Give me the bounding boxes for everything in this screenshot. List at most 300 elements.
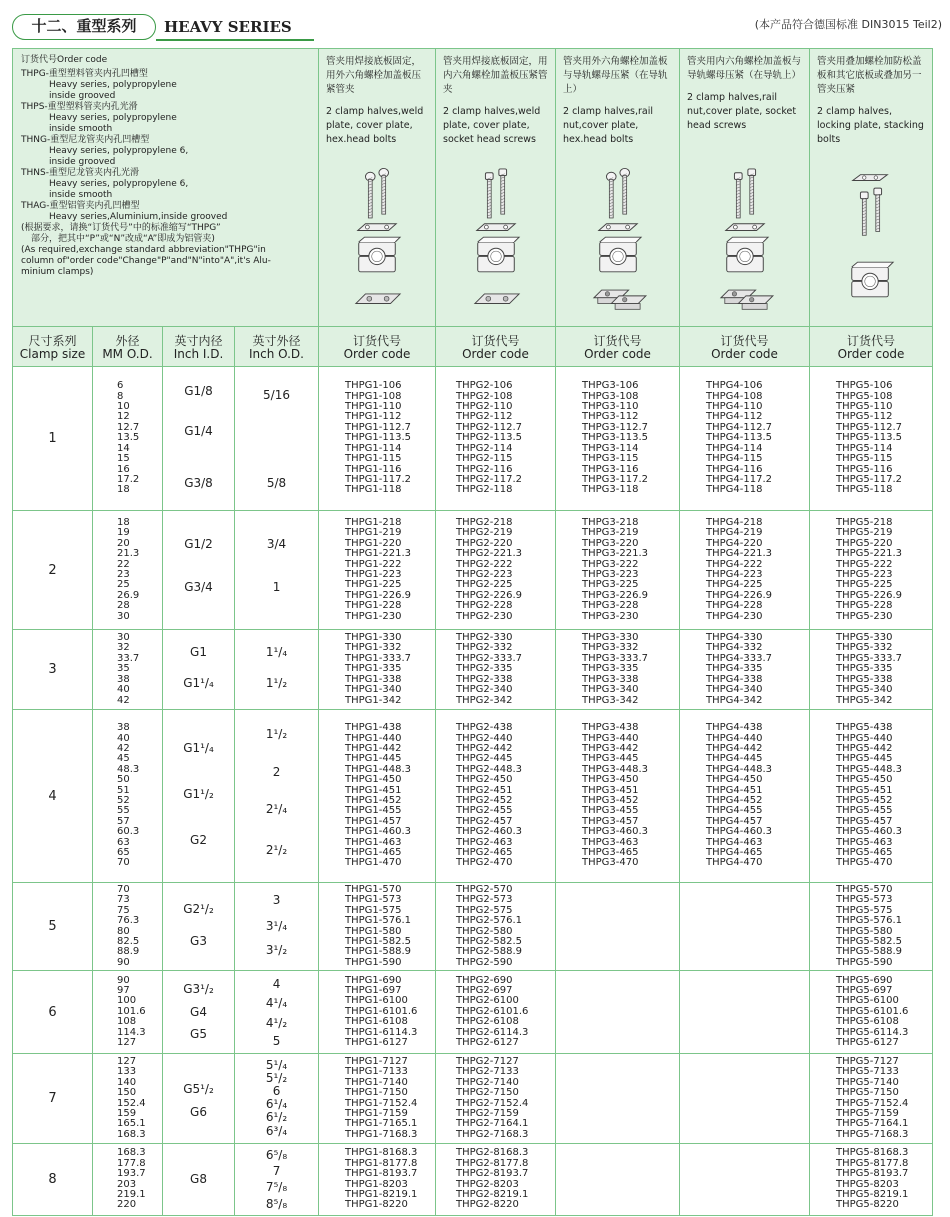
clamp-type-1 — [319, 49, 436, 327]
order-code: THPG2-8219.1 — [456, 1188, 529, 1200]
order-code: THPG4-225 — [706, 579, 763, 591]
inch-id-list — [163, 710, 235, 883]
od-value: 101.6 — [117, 1005, 146, 1017]
order-code-list — [810, 511, 933, 630]
order-code: THPG4-112 — [706, 411, 763, 423]
order-code: THPG1-6127 — [345, 1037, 408, 1049]
order-code: THPG2-690 — [456, 974, 513, 986]
order-code-list — [810, 710, 933, 883]
order-code: THPG3-335 — [582, 663, 639, 675]
order-code: THPG2-114 — [456, 442, 513, 454]
od-value: 177.8 — [117, 1157, 146, 1169]
clamp-size-row — [13, 710, 933, 883]
order-code: THPG1-230 — [345, 610, 402, 622]
col-order-code-zh: 订货代号 — [593, 334, 642, 348]
order-code: THPG5-8203 — [836, 1178, 899, 1190]
order-code: THPG5-6127 — [836, 1037, 899, 1049]
order-code: THPG5-440 — [836, 732, 893, 744]
order-code: THPG1-697 — [345, 984, 402, 996]
order-code: THPG5-580 — [836, 925, 893, 937]
clamp-size-row — [13, 511, 933, 630]
order-code: THPG2-117.2 — [456, 473, 523, 485]
order-code-list — [810, 1144, 933, 1216]
order-code: THPG4-448.3 — [706, 763, 773, 775]
col-clamp-size-en: Clamp size — [19, 347, 86, 361]
inch-od-value: 8⁵/₈ — [265, 1197, 288, 1211]
order-code: THPG3-114 — [582, 442, 639, 454]
order-code: THPG2-230 — [456, 610, 513, 622]
clamp-size: 3 — [13, 630, 93, 710]
order-code: THPG5-218 — [836, 516, 893, 528]
order-code: THPG5-470 — [836, 857, 893, 869]
order-code: THPG5-115 — [836, 453, 893, 465]
od-value: 70 — [117, 883, 130, 895]
clamp-size-row — [13, 630, 933, 710]
order-code: THPG1-448.3 — [345, 763, 412, 775]
inch-id-list — [163, 971, 235, 1054]
legend-line: column of"order code"Change"P"and"N"into"A",it's Alu- — [21, 256, 271, 266]
order-code: THPG5-573 — [836, 894, 893, 906]
od-value: 30 — [117, 632, 130, 644]
od-value: 76.3 — [117, 915, 140, 927]
order-code: THPG3-226.9 — [582, 589, 649, 601]
inch-od-value: 4¹/₄ — [265, 996, 288, 1010]
order-code: THPG4-452 — [706, 795, 763, 806]
order-code: THPG2-452 — [456, 795, 513, 806]
order-code: THPG5-340 — [836, 684, 893, 696]
order-code-list — [436, 883, 556, 971]
od-value: 30 — [117, 610, 130, 622]
col-order-code-en: Order code — [711, 347, 778, 361]
order-code: THPG2-7168.3 — [456, 1128, 529, 1140]
od-value: 20 — [117, 537, 130, 549]
od-value: 70 — [117, 857, 130, 869]
order-code: THPG3-470 — [582, 857, 639, 869]
order-code-list — [556, 630, 680, 710]
order-code: THPG2-112.7 — [456, 421, 523, 433]
inch-od-list — [235, 1054, 319, 1144]
od-value: 42 — [117, 742, 130, 754]
order-code: THPG2-590 — [456, 956, 513, 968]
order-code: THPG1-575 — [345, 904, 402, 916]
order-code: THPG2-6127 — [456, 1037, 519, 1049]
order-code-list — [680, 367, 810, 511]
clamp-type-2 — [436, 49, 556, 327]
col-inch-od-en: Inch O.D. — [249, 347, 304, 361]
order-code: THPG4-118 — [706, 484, 763, 496]
order-code: THPG1-219 — [345, 527, 402, 539]
order-code: THPG4-465 — [706, 847, 763, 859]
order-code: THPG1-450 — [345, 774, 402, 786]
od-value: 22 — [117, 558, 130, 570]
od-value: 18 — [117, 484, 130, 496]
order-code: THPG4-463 — [706, 836, 763, 848]
clamp-size: 6 — [13, 971, 93, 1054]
order-code: THPG1-455 — [345, 805, 402, 817]
order-code: THPG4-218 — [706, 516, 763, 528]
order-code: THPG1-110 — [345, 401, 402, 413]
order-code: THPG5-438 — [836, 722, 893, 734]
order-code: THPG3-452 — [582, 795, 639, 806]
order-code: THPG2-575 — [456, 904, 513, 916]
order-code: THPG2-450 — [456, 774, 513, 786]
inch-id-list — [163, 511, 235, 630]
od-value: 45 — [117, 753, 130, 765]
order-code: THPG1-573 — [345, 894, 402, 906]
inch-id-value: G6 — [190, 1105, 207, 1119]
order-code: THPG1-108 — [345, 390, 402, 402]
order-code: THPG3-455 — [582, 805, 639, 817]
order-code: THPG3-465 — [582, 847, 639, 859]
order-code: THPG5-7150 — [836, 1087, 899, 1099]
clamp-size: 1 — [13, 367, 93, 511]
od-value: 19 — [117, 527, 130, 539]
order-code: THPG3-448.3 — [582, 763, 649, 775]
order-code: THPG1-225 — [345, 579, 402, 591]
order-code: THPG4-223 — [706, 569, 763, 580]
clamp-type-3 — [556, 49, 680, 327]
order-code: THPG5-8168.3 — [836, 1147, 909, 1159]
col-order-code-en: Order code — [343, 347, 411, 361]
order-code: THPG5-588.9 — [836, 946, 903, 958]
order-code: THPG3-450 — [582, 774, 639, 786]
order-code: THPG4-110 — [706, 401, 763, 413]
od-value: 133 — [117, 1066, 137, 1078]
order-code: THPG3-223 — [582, 569, 639, 580]
clamp-size-row — [13, 1054, 933, 1144]
order-code: THPG1-226.9 — [345, 589, 412, 601]
inch-id-value: G2¹/₂ — [183, 902, 214, 916]
order-code: THPG4-222 — [706, 558, 763, 570]
order-code: THPG5-697 — [836, 984, 893, 996]
od-value: 60.3 — [117, 826, 140, 838]
order-code: THPG1-7159 — [345, 1107, 408, 1119]
order-code: THPG5-114 — [836, 442, 893, 454]
legend-line: (As required,exchange standard abbreviation"THPG"in — [21, 245, 266, 255]
col-order-code-en: Order code — [462, 347, 529, 361]
order-code: THPG1-690 — [345, 974, 402, 986]
inch-id-value: G1¹/₄ — [183, 676, 214, 690]
order-code: THPG5-582.5 — [836, 935, 903, 947]
order-code: THPG2-222 — [456, 558, 513, 570]
clamp-type-desc-zh: 管夹用外六角螺栓加盖板与导轨螺母压紧（在导轨上） — [563, 56, 668, 95]
order-code: THPG5-106 — [836, 380, 893, 392]
section-title-en: HEAVY SERIES — [164, 18, 292, 36]
od-value: 73 — [117, 894, 130, 906]
title-underline — [156, 39, 314, 41]
order-code-list — [436, 511, 556, 630]
order-code: THPG2-220 — [456, 537, 513, 549]
order-code: THPG5-7168.3 — [836, 1128, 909, 1140]
inch-od-value: 3/4 — [266, 537, 287, 551]
order-code: THPG1-220 — [345, 537, 402, 549]
inch-id-list — [163, 367, 235, 511]
order-code: THPG2-7164.1 — [456, 1118, 529, 1130]
clamp-type-5 — [810, 49, 933, 327]
order-code: THPG2-6101.6 — [456, 1005, 529, 1017]
inch-od-value: 6 — [272, 1084, 281, 1098]
order-code: THPG5-330 — [836, 632, 893, 644]
order-code: THPG1-6114.3 — [345, 1026, 418, 1038]
order-code: THPG4-116 — [706, 463, 763, 475]
clamp-size-row — [13, 367, 933, 511]
clamp-assembly-icon — [556, 167, 679, 317]
order-code-list — [680, 511, 810, 630]
order-code-list — [556, 1144, 680, 1216]
inch-od-value: 5 — [272, 1034, 281, 1048]
order-code: THPG5-445 — [836, 753, 893, 765]
od-value: 114.3 — [117, 1026, 146, 1038]
column-header-row — [13, 327, 933, 367]
order-code-list — [319, 710, 436, 883]
order-code: THPG4-438 — [706, 722, 763, 734]
od-value: 220 — [117, 1199, 137, 1211]
order-code: THPG1-582.5 — [345, 935, 412, 947]
order-code: THPG3-218 — [582, 516, 639, 528]
od-value: 165.1 — [117, 1118, 146, 1130]
od-value: 32 — [117, 642, 130, 654]
order-code: THPG1-442 — [345, 742, 402, 754]
order-code: THPG2-7152.4 — [456, 1097, 529, 1109]
order-code: THPG5-116 — [836, 463, 893, 475]
inch-id-value: G5¹/₂ — [183, 1082, 214, 1096]
legend-line: THPS-重型塑料管夹内孔光滑 — [21, 102, 138, 112]
inch-od-value: 7 — [272, 1164, 281, 1178]
order-code: THPG2-7133 — [456, 1066, 519, 1078]
order-code: THPG1-440 — [345, 732, 402, 744]
order-code: THPG3-451 — [582, 784, 639, 796]
inch-od-value: 5¹/₂ — [265, 1071, 288, 1085]
order-code: THPG5-7140 — [836, 1076, 899, 1088]
od-value: 14 — [117, 442, 130, 454]
inch-od-list — [235, 630, 319, 710]
order-code: THPG1-7168.3 — [345, 1128, 418, 1140]
order-code: THPG1-460.3 — [345, 826, 412, 838]
order-code: THPG4-450 — [706, 774, 763, 786]
legend-line: Heavy series, polypropylene 6, — [49, 179, 189, 189]
clamp-assembly-icon — [810, 167, 932, 317]
order-code: THPG2-570 — [456, 883, 513, 895]
order-code-list — [319, 883, 436, 971]
legend-line: inside grooved — [49, 157, 116, 167]
order-code: THPG4-114 — [706, 442, 763, 454]
od-value: 42 — [117, 694, 130, 706]
order-code: THPG1-115 — [345, 453, 402, 465]
order-code: THPG4-230 — [706, 610, 763, 622]
od-value: 51 — [117, 784, 130, 796]
order-code: THPG1-7127 — [345, 1055, 408, 1067]
order-code: THPG3-115 — [582, 453, 639, 465]
order-code: THPG5-221.3 — [836, 548, 903, 560]
od-value: 219.1 — [117, 1188, 146, 1200]
inch-id-value: G1/2 — [184, 537, 213, 551]
order-code: THPG2-218 — [456, 516, 513, 528]
od-value: 97 — [117, 984, 130, 996]
od-value: 38 — [117, 722, 130, 734]
inch-id-value: G4 — [190, 1005, 207, 1019]
inch-od-list — [235, 511, 319, 630]
col-clamp-size — [13, 327, 93, 367]
order-code: THPG2-228 — [456, 600, 513, 612]
order-code-list — [680, 971, 810, 1054]
order-code: THPG4-332 — [706, 642, 763, 654]
order-code: THPG5-226.9 — [836, 589, 903, 601]
order-code: THPG2-573 — [456, 894, 513, 906]
order-code-list — [319, 1054, 436, 1144]
order-code: THPG4-113.5 — [706, 432, 773, 444]
order-code: THPG5-7133 — [836, 1066, 899, 1078]
od-value: 150 — [117, 1087, 137, 1099]
order-code: THPG5-455 — [836, 805, 893, 817]
legend-line: inside smooth — [49, 124, 113, 134]
order-code: THPG5-112.7 — [836, 421, 903, 433]
col-order-code-zh: 订货代号 — [471, 334, 520, 348]
inch-od-value: 5¹/₄ — [265, 1058, 288, 1072]
od-value: 57 — [117, 815, 130, 827]
col-order-code-1 — [319, 327, 436, 367]
order-code: THPG4-219 — [706, 527, 763, 539]
order-code: THPG5-220 — [836, 537, 893, 549]
order-code: THPG2-470 — [456, 857, 513, 869]
inch-od-value: 3 — [272, 893, 281, 907]
order-code-list — [556, 367, 680, 511]
order-code: THPG5-108 — [836, 390, 893, 402]
order-code: THPG1-588.9 — [345, 946, 412, 958]
inch-od-value: 6¹/₂ — [265, 1110, 288, 1124]
inch-od-value: 3¹/₂ — [265, 943, 288, 957]
order-code: THPG3-110 — [582, 401, 639, 413]
order-code: THPG5-7159 — [836, 1107, 899, 1119]
order-code-list — [680, 630, 810, 710]
legend-line: Heavy series,Aluminium,inside grooved — [49, 212, 228, 222]
order-code: THPG2-438 — [456, 722, 513, 734]
od-value: 82.5 — [117, 935, 140, 947]
order-code-list — [436, 367, 556, 511]
order-code: THPG5-6108 — [836, 1016, 899, 1028]
od-list — [93, 1054, 163, 1144]
clamp-type-desc-zh: 管夹用焊接底板固定，用内六角螺栓加盖板压紧管夹 — [443, 56, 548, 95]
od-value: 18 — [117, 516, 130, 528]
order-code: THPG3-219 — [582, 527, 639, 539]
order-code: THPG5-7152.4 — [836, 1097, 909, 1109]
order-code: THPG4-455 — [706, 805, 763, 817]
od-value: 55 — [117, 805, 130, 817]
order-code: THPG2-342 — [456, 694, 513, 706]
order-code: THPG1-576.1 — [345, 915, 412, 927]
order-code: THPG1-7140 — [345, 1076, 408, 1088]
order-code: THPG3-442 — [582, 742, 639, 754]
order-code: THPG5-230 — [836, 610, 893, 622]
od-value: 40 — [117, 732, 130, 744]
order-code: THPG5-8193.7 — [836, 1168, 909, 1180]
od-value: 26.9 — [117, 589, 140, 601]
order-code: THPG2-6114.3 — [456, 1026, 529, 1038]
od-value: 140 — [117, 1076, 137, 1088]
order-code-list — [810, 971, 933, 1054]
od-value: 15 — [117, 453, 130, 465]
order-code-list — [436, 710, 556, 883]
order-code: THPG5-690 — [836, 974, 893, 986]
od-value: 23 — [117, 569, 130, 580]
order-code: THPG1-106 — [345, 380, 402, 392]
inch-id-value: G1 — [190, 645, 207, 659]
order-code-list — [319, 511, 436, 630]
col-order-code-2 — [436, 327, 556, 367]
order-code: THPG2-8168.3 — [456, 1147, 529, 1159]
inch-id-list — [163, 1054, 235, 1144]
od-value: 6 — [117, 380, 124, 392]
order-code-list — [680, 1144, 810, 1216]
order-code: THPG3-113.5 — [582, 432, 649, 444]
od-value: 127 — [117, 1037, 137, 1049]
order-code: THPG2-455 — [456, 805, 513, 817]
od-value: 90 — [117, 974, 130, 986]
col-inch-od-zh: 英寸外径 — [252, 334, 301, 348]
order-code: THPG2-110 — [456, 401, 513, 413]
order-code: THPG5-6114.3 — [836, 1026, 909, 1038]
od-value: 25 — [117, 579, 130, 591]
order-code: THPG2-330 — [456, 632, 513, 644]
order-code: THPG1-7150 — [345, 1087, 408, 1099]
order-code: THPG2-7159 — [456, 1107, 519, 1119]
order-code: THPG1-580 — [345, 925, 402, 937]
order-code: THPG5-457 — [836, 815, 893, 827]
inch-id-value: G8 — [190, 1172, 207, 1186]
od-value: 65 — [117, 847, 130, 859]
order-code: THPG3-225 — [582, 579, 639, 591]
col-order-code-zh: 订货代号 — [720, 334, 769, 348]
inch-od-value: 2 — [272, 765, 281, 779]
order-code: THPG3-112.7 — [582, 421, 649, 433]
order-code: THPG1-338 — [345, 673, 402, 685]
order-code: THPG2-448.3 — [456, 763, 523, 775]
order-code: THPG3-220 — [582, 537, 639, 549]
inch-od-list — [235, 1144, 319, 1216]
od-list — [93, 511, 163, 630]
od-value: 28 — [117, 600, 130, 612]
legend-line: Heavy series, polypropylene 6, — [49, 146, 189, 156]
order-code: THPG2-457 — [456, 815, 513, 827]
order-code: THPG4-228 — [706, 600, 763, 612]
order-code: THPG4-108 — [706, 390, 763, 402]
order-code-list — [556, 883, 680, 971]
inch-od-value: 3¹/₄ — [265, 919, 288, 933]
order-code: THPG3-118 — [582, 484, 639, 496]
order-code-list — [556, 710, 680, 883]
order-code: THPG5-228 — [836, 600, 893, 612]
clamp-size-row — [13, 883, 933, 971]
order-code: THPG4-115 — [706, 453, 763, 465]
order-code: THPG2-333.7 — [456, 652, 523, 664]
order-code: THPG4-330 — [706, 632, 763, 644]
order-code: THPG3-332 — [582, 642, 639, 654]
od-value: 16 — [117, 463, 130, 475]
order-code: THPG3-438 — [582, 722, 639, 734]
order-code: THPG2-582.5 — [456, 935, 523, 947]
order-code: THPG3-228 — [582, 600, 639, 612]
od-value: 168.3 — [117, 1128, 146, 1140]
inch-od-value: 2¹/₄ — [265, 802, 288, 816]
order-code-list — [556, 511, 680, 630]
order-code: THPG1-452 — [345, 795, 402, 806]
legend-line: THNG-重型尼龙管夹内孔凹槽型 — [21, 135, 150, 145]
od-value: 17.2 — [117, 473, 140, 485]
order-code: THPG5-8177.8 — [836, 1157, 909, 1169]
od-value: 35 — [117, 663, 130, 675]
clamp-size: 8 — [13, 1144, 93, 1216]
legend-line: inside smooth — [49, 190, 113, 200]
order-code: THPG4-440 — [706, 732, 763, 744]
